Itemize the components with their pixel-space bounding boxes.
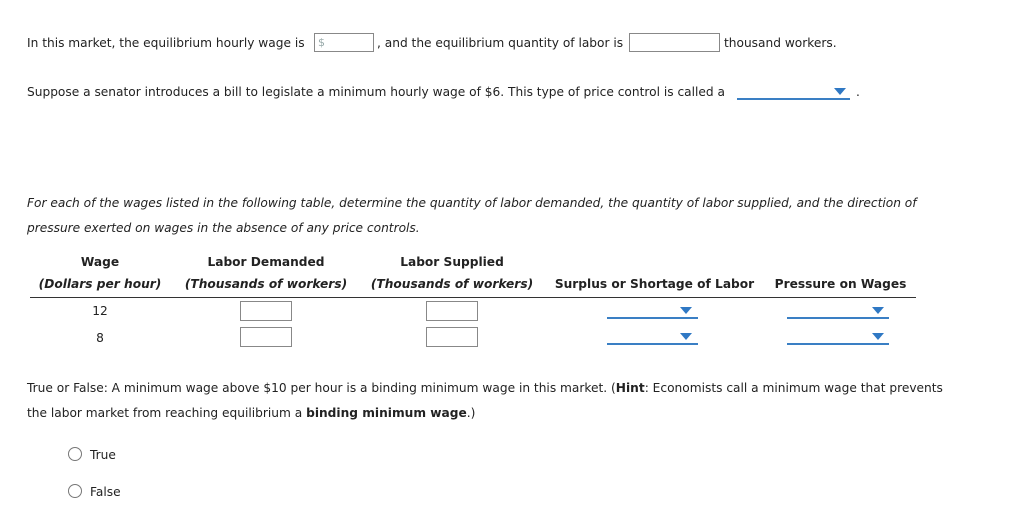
equilibrium-quantity-prompt: , and the equilibrium quantity of labor is [377,36,624,50]
dropdown-underline [787,343,889,345]
prompt-text: True or False: A minimum wage above $10 per hour is a binding minimum wage in this market. ( [27,381,616,395]
header-wage: Wage [80,255,120,269]
chevron-down-icon [680,307,692,314]
price-control-prompt: Suppose a senator introduces a bill to legislate a minimum hourly wage of $6. This type of price control is called a [27,85,725,99]
header-pressure-on-wages: Pressure on Wages [774,277,907,291]
labor-supplied-input[interactable] [426,327,478,347]
price-control-dropdown[interactable] [737,82,850,101]
pressure-dropdown[interactable] [787,302,889,320]
hint-label: Hint [615,381,645,395]
labor-supplied-input[interactable] [426,301,478,321]
dropdown-underline [737,98,850,100]
equilibrium-quantity-input[interactable] [629,33,720,52]
true-option-label[interactable]: True [90,448,116,462]
header-divider [30,297,916,298]
prompt-text: : Economists call a minimum wage that prevents [644,381,943,395]
surplus-shortage-dropdown[interactable] [607,302,698,320]
header-labor-supplied: Labor Supplied [400,255,504,269]
dropdown-underline [607,343,698,345]
header-labor-demanded-unit: (Thousands of workers) [184,277,348,291]
table-instructions-line2: pressure exerted on wages in the absence of any price controls. [27,221,420,235]
equilibrium-wage-prompt: In this market, the equilibrium hourly wage is [27,36,305,50]
header-labor-demanded: Labor Demanded [207,255,325,269]
prompt-text: the labor market from reaching equilibrium a [27,406,307,420]
pressure-dropdown[interactable] [787,328,889,346]
prompt-text: .) [466,406,476,420]
chevron-down-icon [680,333,692,340]
chevron-down-icon [834,88,846,95]
dropdown-underline [787,317,889,319]
thousand-workers-label: thousand workers. [724,36,837,50]
wage-cell: 12 [92,304,108,318]
header-labor-supplied-unit: (Thousands of workers) [370,277,534,291]
true-radio[interactable] [68,447,82,461]
false-option-label[interactable]: False [90,485,121,499]
surplus-shortage-dropdown[interactable] [607,328,698,346]
header-wage-unit: (Dollars per hour) [38,277,162,291]
labor-demanded-input[interactable] [240,301,292,321]
wage-cell: 8 [96,331,104,345]
true-false-prompt-line1 [27,379,943,397]
dropdown-underline [607,317,698,319]
equilibrium-wage-input[interactable] [314,33,374,52]
false-radio[interactable] [68,484,82,498]
dollar-prefix: $ [318,36,325,49]
chevron-down-icon [872,307,884,314]
sentence-end: . [856,85,860,99]
chevron-down-icon [872,333,884,340]
table-instructions-line1: For each of the wages listed in the following table, determine the quantity of labor demanded, the quantity of labor supplied, and the direction of [27,196,917,210]
binding-minimum-wage-term: binding minimum wage [306,406,467,420]
labor-demanded-input[interactable] [240,327,292,347]
true-false-prompt-line2 [27,404,475,422]
header-surplus-shortage: Surplus or Shortage of Labor [554,277,755,291]
